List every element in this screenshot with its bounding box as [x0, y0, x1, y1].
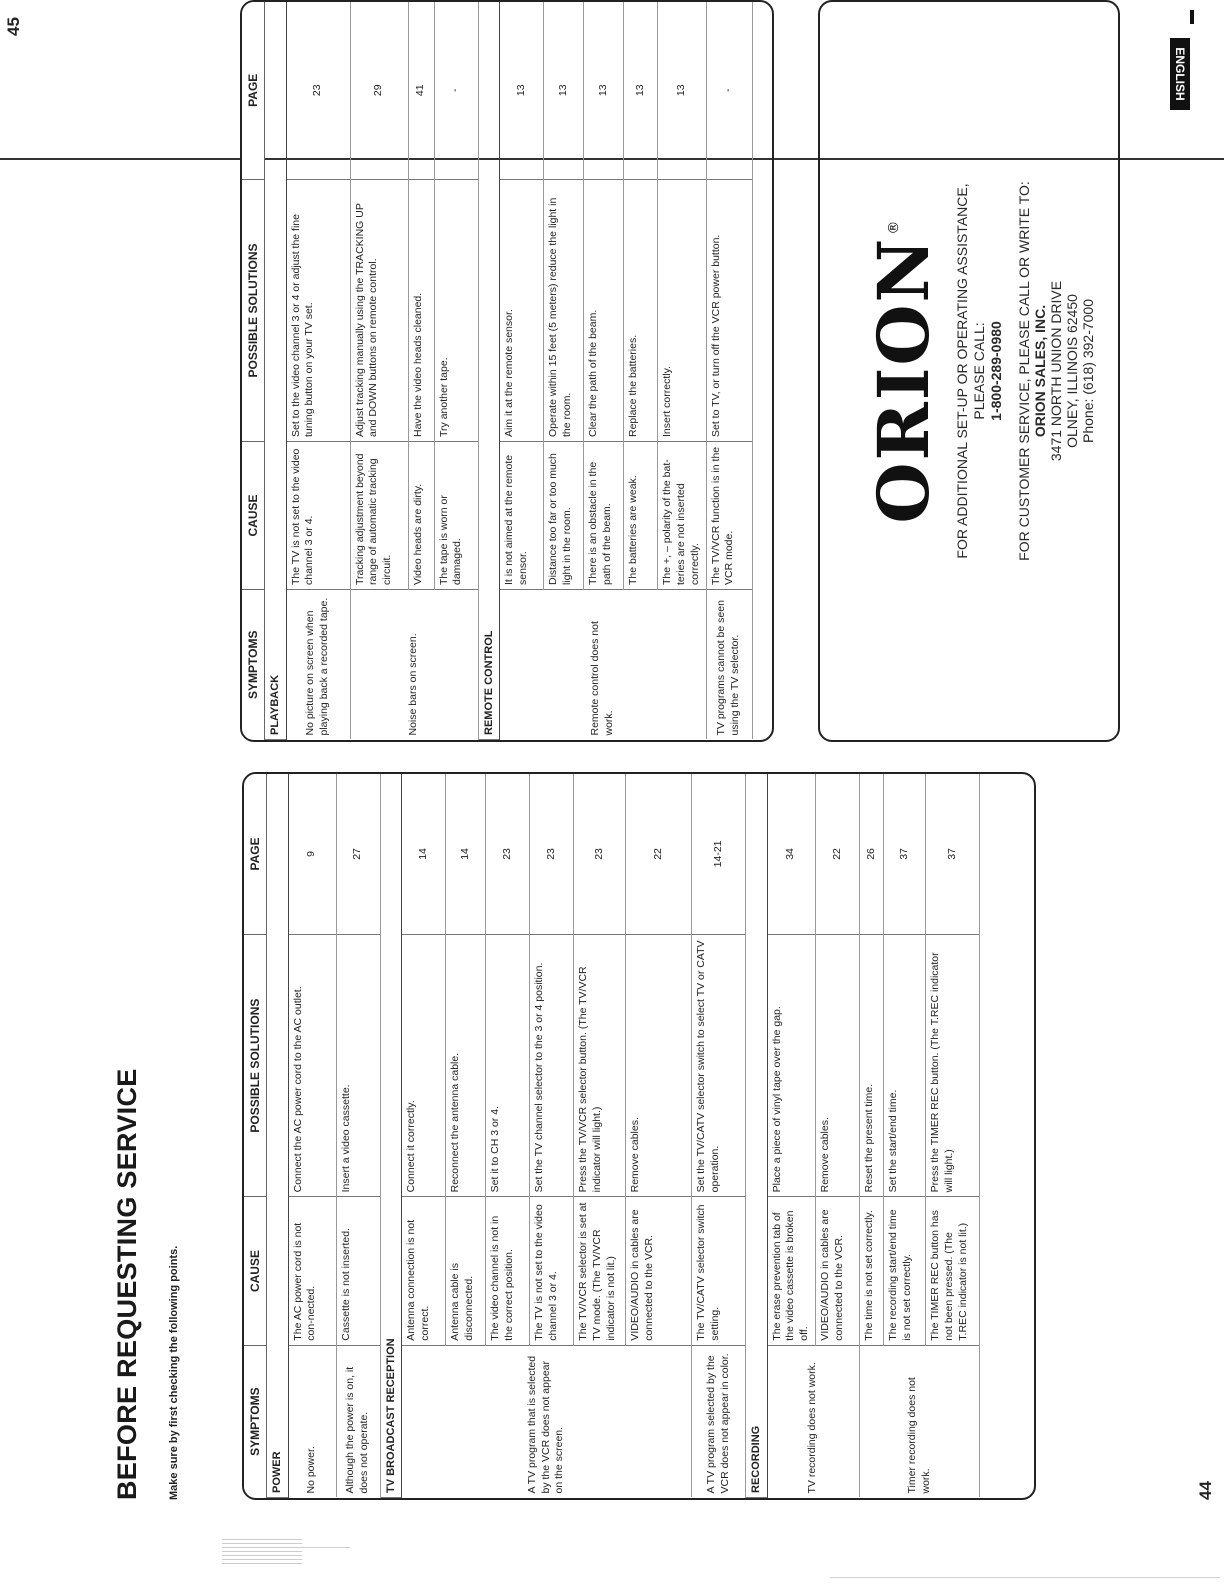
column-header-cause: CAUSE [244, 1197, 267, 1345]
cause-cell: The TV/VCR function is in the VCR mode. [706, 442, 752, 590]
symptom-cell: A TV program selected by the VCR does not appear in color. [692, 1345, 746, 1497]
cause-cell: Antenna cable is disconnected. [446, 1197, 486, 1345]
solution-cell: Set the TV/CATV selector switch to select TV or CATV operation. [692, 934, 746, 1197]
assistance-info [954, 2, 1005, 740]
troubleshooting-table-right [240, 0, 774, 742]
cause-cell: There is an obstacle in the path of the beam. [584, 442, 624, 590]
table-row [288, 774, 336, 1498]
solution-cell: Set the start/end time. [884, 934, 926, 1197]
column-header-symptoms: SYMPTOMS [242, 590, 265, 740]
table-row [350, 2, 408, 740]
solution-cell: Insert correctly. [658, 180, 707, 442]
page-title: BEFORE REQUESTING SERVICE [112, 1068, 142, 1500]
page-cell: 14-21 [692, 774, 746, 934]
section-title: REMOTE CONTROL [478, 2, 500, 740]
solution-cell: Have the video heads cleaned. [408, 180, 434, 442]
cause-cell: The batteries are weak. [624, 442, 658, 590]
cause-cell: The AC power cord is not con-nected. [288, 1197, 336, 1345]
section-title: TV BROADCAST RECEPTION [380, 774, 402, 1498]
page-cell: 14 [402, 774, 446, 934]
cause-cell: Video heads are dirty. [408, 442, 434, 590]
solution-cell: Set it to CH 3 or 4. [486, 934, 530, 1197]
page-cell: - [706, 2, 752, 180]
page-cell: 13 [658, 2, 707, 180]
edge-tick-mark [1190, 10, 1194, 24]
assistance-line-1: FOR ADDITIONAL SET-UP OR OPERATING ASSISTANCE, [954, 183, 970, 559]
solution-cell: Press the TV/VCR selector button. (The TV/VCR indicator will light.) [574, 934, 626, 1197]
table-row [860, 774, 884, 1498]
cause-cell: The TIMER REC button has not been pressed. (The T.REC indicator is not lit.) [926, 1197, 980, 1345]
cause-cell: The TV is not set to the video channel 3 or 4. [286, 442, 350, 590]
troubleshooting-table-left [242, 772, 1036, 1500]
solution-cell: Replace the batteries. [624, 180, 658, 442]
page-cell: 13 [544, 2, 584, 180]
column-header-solutions: POSSIBLE SOLUTIONS [244, 934, 267, 1197]
page-cell: 13 [584, 2, 624, 180]
cause-cell: The tape is worn or damaged. [434, 442, 478, 590]
solution-cell: Connect the AC power cord to the AC outlet. [288, 934, 336, 1197]
city-address: OLNEY, ILLINOIS 62450 [1064, 294, 1080, 448]
solution-cell: Reconnect the antenna cable. [446, 934, 486, 1197]
column-header-solutions: POSSIBLE SOLUTIONS [242, 180, 265, 442]
solution-cell: Set the TV channel selector to the 3 or 4 position. [530, 934, 574, 1197]
section-title: POWER [267, 774, 289, 1498]
symptom-cell: TV recording does not work. [767, 1345, 860, 1497]
table-header-row [244, 774, 267, 1498]
solution-cell: Try another tape. [434, 180, 478, 442]
brand-logo [862, 2, 945, 740]
cause-cell: The time is not set correctly. [860, 1197, 884, 1345]
page-cell: 41 [408, 2, 434, 180]
solution-cell: Place a piece of vinyl tape over the gap. [767, 934, 816, 1197]
scan-artifact-texture [222, 1536, 302, 1564]
page-number-right: 45 [4, 17, 23, 36]
table-row [402, 774, 446, 1498]
cause-cell: VIDEO/AUDIO in cables are connected to the VCR. [626, 1197, 692, 1345]
page-cell: 13 [500, 2, 544, 180]
solution-cell: Aim it at the remote sensor. [500, 180, 544, 442]
table-row [692, 774, 746, 1498]
page-cell: 34 [767, 774, 816, 934]
cause-cell: VIDEO/AUDIO in cables are connected to the VCR. [816, 1197, 860, 1345]
brand-logo-text: ORION [862, 236, 945, 524]
page-cell: 9 [288, 774, 336, 934]
service-phone: Phone: (618) 392-7000 [1080, 299, 1096, 443]
section-row-power [267, 774, 289, 1498]
contact-content [820, 2, 1118, 740]
page-cell: 22 [626, 774, 692, 934]
cause-cell: The +, – polarity of the bat-teries are not inserted correctly. [658, 442, 707, 590]
page-cell: 27 [336, 774, 380, 934]
assistance-line-2: PLEASE CALL: [971, 322, 987, 420]
page-cell: 22 [816, 774, 860, 934]
page-cell: 23 [286, 2, 350, 180]
column-header-symptoms: SYMPTOMS [244, 1345, 267, 1497]
service-address [1016, 2, 1096, 740]
solution-cell: Press the TIMER REC button. (The T.REC indicator will light.) [926, 934, 980, 1197]
cause-cell: Cassette is not inserted. [336, 1197, 380, 1345]
section-title: RECORDING [746, 774, 768, 1498]
symptom-cell: No picture on screen when playing back a recorded tape. [286, 590, 350, 740]
column-header-page: PAGE [244, 774, 267, 934]
table-row [336, 774, 380, 1498]
solution-cell: Set to the video channel 3 or 4 or adjust the fine tuning button on your TV set. [286, 180, 350, 442]
cause-cell: It is not aimed at the remote sensor. [500, 442, 544, 590]
cause-cell: The video channel is not in the correct position. [486, 1197, 530, 1345]
column-header-cause: CAUSE [242, 442, 265, 590]
table-row [286, 2, 350, 740]
cause-cell: The TV/CATV selector switch setting. [692, 1197, 746, 1345]
page-cell: 29 [350, 2, 408, 180]
section-row-playback [265, 2, 287, 740]
street-address: 3471 NORTH UNION DRIVE [1048, 280, 1064, 462]
cause-cell: Tracking adjustment beyond range of automatic tracking circuit. [350, 442, 408, 590]
page-cell: 23 [574, 774, 626, 934]
page-cell: 13 [624, 2, 658, 180]
symptom-cell: TV programs cannot be seen using the TV selector. [706, 590, 752, 740]
scan-artifact-line [830, 1577, 1220, 1578]
solution-cell: Set to TV, or turn off the VCR power button. [706, 180, 752, 442]
solution-cell: Remove cables. [816, 934, 860, 1197]
cause-cell: The TV/VCR selector is set at TV mode. (The TV/VCR indicator is not lit.) [574, 1197, 626, 1345]
page-subtitle: Make sure by first checking the following points. [168, 1245, 180, 1500]
page-cell: 23 [530, 774, 574, 934]
cause-cell: Distance too far or too much light in the room. [544, 442, 584, 590]
column-header-page: PAGE [242, 2, 265, 180]
symptom-cell: Noise bars on screen. [350, 590, 478, 740]
language-badge: ENGLISH [1170, 38, 1190, 110]
section-row-remote-control [478, 2, 500, 740]
symptom-cell: A TV program that is selected by the VCR does not appear on the screen. [402, 1345, 692, 1497]
solution-cell: Insert a video cassette. [336, 934, 380, 1197]
table-left [244, 774, 980, 1498]
page-cell: 37 [884, 774, 926, 934]
service-line: FOR CUSTOMER SERVICE, PLEASE CALL OR WRITE TO: [1016, 181, 1032, 561]
table-row [706, 2, 752, 740]
symptom-cell: No power. [288, 1345, 336, 1497]
table-row [500, 2, 544, 740]
cause-cell: The erase prevention tab of the video cassette is broken off. [767, 1197, 816, 1345]
registered-mark-icon: ® [886, 218, 902, 235]
solution-cell: Remove cables. [626, 934, 692, 1197]
page-cell: 23 [486, 774, 530, 934]
solution-cell: Adjust tracking manually using the TRACKING UP and DOWN buttons on remote control. [350, 180, 408, 442]
assistance-phone: 1-800-289-0980 [988, 321, 1004, 421]
cause-cell: The TV is not set to the video channel 3 or 4. [530, 1197, 574, 1345]
section-row-tv-reception [380, 774, 402, 1498]
customer-service-box [818, 0, 1120, 742]
table-header-row [242, 2, 265, 740]
solution-cell: Operate within 15 feet (5 meters) reduce the light in the room. [544, 180, 584, 442]
solution-cell: Reset the present time. [860, 934, 884, 1197]
cause-cell: Antenna connection is not correct. [402, 1197, 446, 1345]
page-cell: 14 [446, 774, 486, 934]
page-cell: - [434, 2, 478, 180]
symptom-cell: Timer recording does not work. [860, 1345, 980, 1497]
table-row [767, 774, 816, 1498]
page-cell: 26 [860, 774, 884, 934]
company-name: ORION SALES, INC. [1032, 304, 1048, 438]
symptom-cell: Remote control does not work. [500, 590, 707, 740]
section-row-recording [746, 774, 768, 1498]
table-right [242, 2, 753, 741]
section-title: PLAYBACK [265, 2, 287, 740]
symptom-cell: Although the power is on, it does not operate. [336, 1345, 380, 1497]
page-cell: 37 [926, 774, 980, 934]
solution-cell: Connect it correctly. [402, 934, 446, 1197]
page-number-left: 44 [1196, 1481, 1215, 1500]
solution-cell: Clear the path of the beam. [584, 180, 624, 442]
cause-cell: The recording start/end time is not set correctly. [884, 1197, 926, 1345]
